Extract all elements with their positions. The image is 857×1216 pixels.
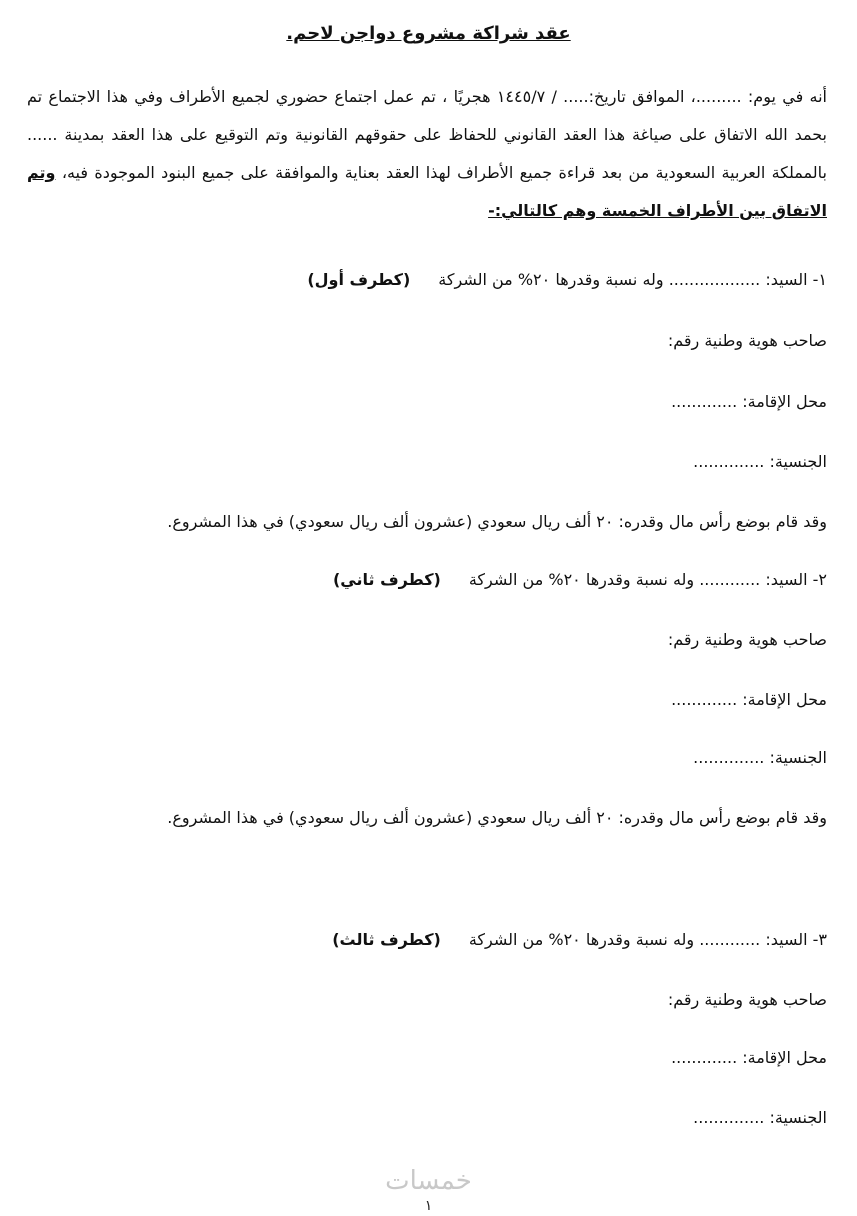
party-3-role: (كطرف ثالث) (332, 930, 441, 949)
document-title-text: عقد شراكة مشروع دواجن لاحم. (286, 23, 571, 44)
page-number: ١ (424, 1198, 433, 1214)
party-3-name: ٣- السيد: ............ وله نسبة وقدرها ٢٠% من الشركة (468, 930, 827, 949)
party-2-residence: محل الإقامة: ............. (671, 690, 827, 709)
party-2-line (27, 568, 827, 592)
party-1-id: صاحب هوية وطنية رقم: (667, 331, 827, 350)
intro-paragraph (27, 78, 827, 230)
party-3-line (27, 928, 827, 952)
party-1-nationality: الجنسية: .............. (693, 452, 827, 471)
party-1-line (27, 268, 827, 292)
intro-emphasis: وتم الاتفاق بين الأطراف الخمسة وهم كالتالي:- (27, 163, 827, 220)
party-2-role: (كطرف ثاني) (332, 570, 441, 589)
party-1-role: (كطرف أول) (307, 270, 411, 289)
party-2-capital: وقد قام بوضع رأس مال وقدره: ٢٠ ألف ريال سعودي (عشرون ألف ريال سعودي) في هذا المشروع. (167, 808, 827, 827)
party-2-nationality: الجنسية: .............. (693, 748, 827, 767)
party-1-capital: وقد قام بوضع رأس مال وقدره: ٢٠ ألف ريال سعودي (عشرون ألف ريال سعودي) في هذا المشروع. (167, 512, 827, 531)
watermark-logo: خمسات (385, 1166, 472, 1196)
party-2-name: ٢- السيد: ............ وله نسبة وقدرها ٢٠% من الشركة (468, 570, 827, 589)
party-3-nationality: الجنسية: .............. (693, 1108, 827, 1127)
party-1-residence: محل الإقامة: ............. (671, 392, 827, 411)
document-title (0, 22, 857, 46)
party-1-name: ١- السيد: .................. وله نسبة وقدرها ٢٠% من الشركة (438, 270, 827, 289)
party-3-id: صاحب هوية وطنية رقم: (667, 990, 827, 1009)
party-3-residence: محل الإقامة: ............. (671, 1048, 827, 1067)
party-2-id: صاحب هوية وطنية رقم: (667, 630, 827, 649)
intro-text: أنه في يوم: .........، الموافق تاريخ:..... / ١٤٤٥/٧ هجريًا ، تم عمل اجتماع حضوري لجميع الأطراف وفي هذا الاجتماع تم بحمد الله الاتفاق على صياغة هذا العقد القانوني للحفاظ على حقوقهم القانونية وتم التوقيع على هذا العقد بمدينة ...... بالمملكة العربية السعودية من بعد قراءة جميع الأطراف لهذا العقد بعناية والموافقة على جميع البنود الموجودة فيه، (27, 87, 827, 182)
